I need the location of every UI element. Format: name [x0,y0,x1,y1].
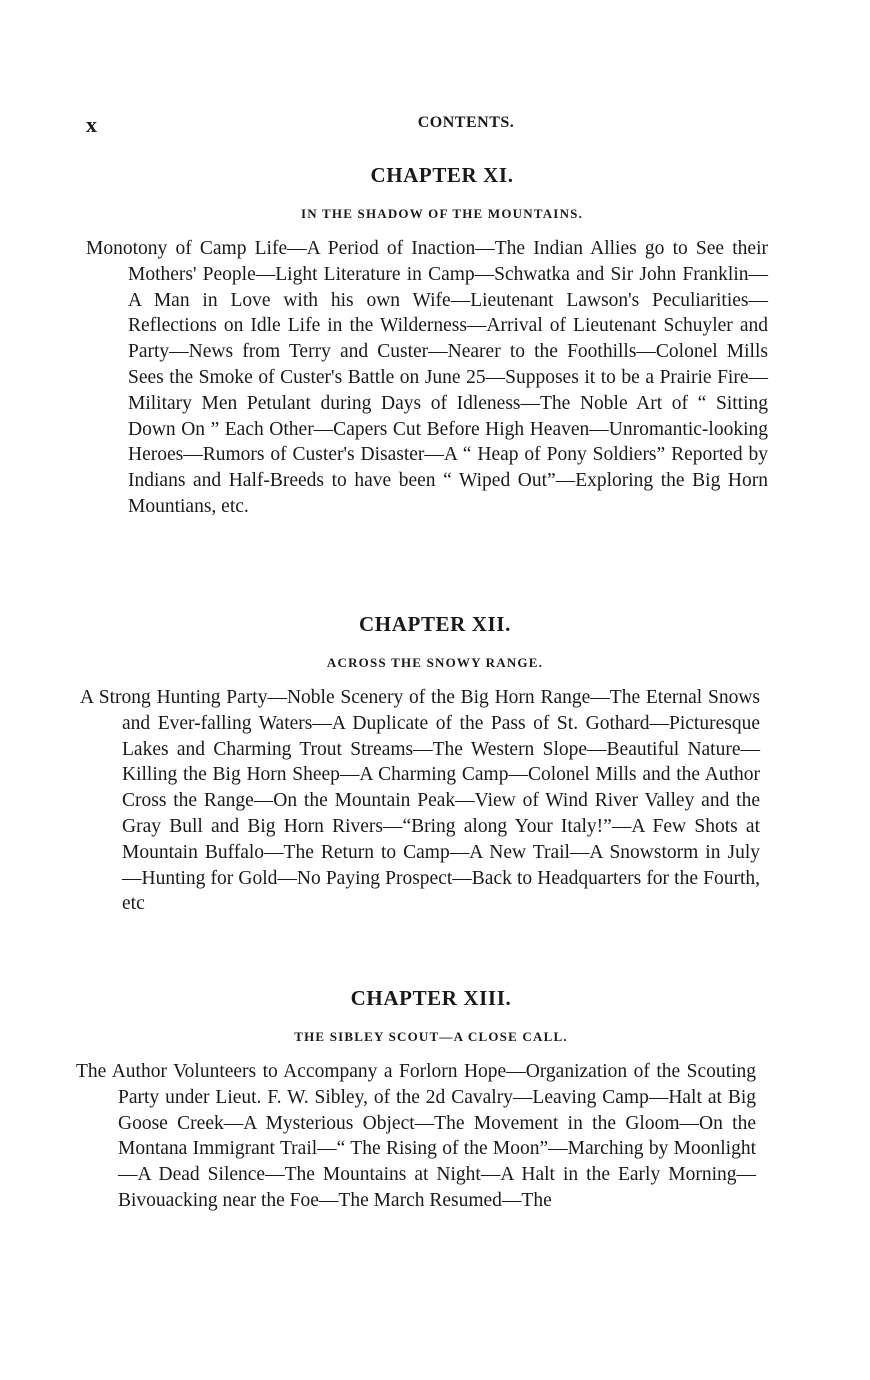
chapter-title: IN THE SHADOW OF THE MOUNTAINS. [300,206,584,221]
chapter-summary: The Author Volunteers to Accompany a Forlorn Hope—Organization of the Scouting Party under Lieut. F. W. Sibley, of the 2d Cavalry—Leaving Camp—Halt at Big Goose Creek—A Mysterious Object—The Movement in the Gloom—On the Montana Immigrant Trail—“ The Rising of the Moon”—Marching by Moonlight—A Dead Silence—The Mountains at Night—A Halt in the Early Morning—Bivouacking near the Foe—The March Resumed—The [76,1061,756,1211]
page-header [86,112,806,138]
page-number: x [86,112,97,137]
chapter-summary: Monotony of Camp Life—A Period of Inaction—The Indian Allies go to See their Mothers' People—Light Literature in Camp—Schwatka and Sir John Franklin—A Man in Love with his own Wife—Lieutenant Lawson's Peculiarities—Reflections on Idle Life in the Wilderness—Arrival of Lieutenant Schuyler and Party—News from Terry and Custer—Nearer to the Foothills—Colonel Mills Sees the Smoke of Custer's Battle on June 25—Supposes it to be a Prairie Fire—Military Men Petulant during Days of Idleness—The Noble Art of “ Sitting Down On ” Each Other—Capers Cut Before High Heaven—Unromantic-looking Heroes—Rumors of Custer's Disaster—A “ Heap of Pony Soldiers” Reported by Indians and Half-Breeds to have been “ Wiped Out”—Exploring the Big Horn Mountians, etc. [86,238,768,517]
chapter-title: ACROSS THE SNOWY RANGE. [326,655,544,670]
chapter-title: THE SIBLEY SCOUT—A CLOSE CALL. [294,1029,568,1044]
chapter-heading: CHAPTER XI. [370,163,514,187]
chapter-entry-xiii [76,986,756,1214]
chapter-heading: CHAPTER XII. [359,612,511,636]
chapter-entry-xi [86,163,768,520]
chapter-entry-xii [80,612,760,917]
chapter-summary: A Strong Hunting Party—Noble Scenery of the Big Horn Range—The Eternal Snows and Ever-falling Waters—A Duplicate of the Pass of St. Gothard—Picturesque Lakes and Charming Trout Streams—The Western Slope—Beautiful Nature—Killing the Big Horn Sheep—A Charming Camp—Colonel Mills and the Author Cross the Range—On the Mountain Peak—View of Wind River Valley and the Gray Bull and Big Horn Rivers—“Bring along Your Italy!”—A Few Shots at Mountain Buffalo—The Return to Camp—A New Trail—A Snowstorm in July—Hunting for Gold—No Paying Prospect—Back to Headquarters for the Fourth, etc [80,687,760,915]
running-head: CONTENTS. [417,114,515,131]
chapter-heading: CHAPTER XIII. [350,986,512,1010]
